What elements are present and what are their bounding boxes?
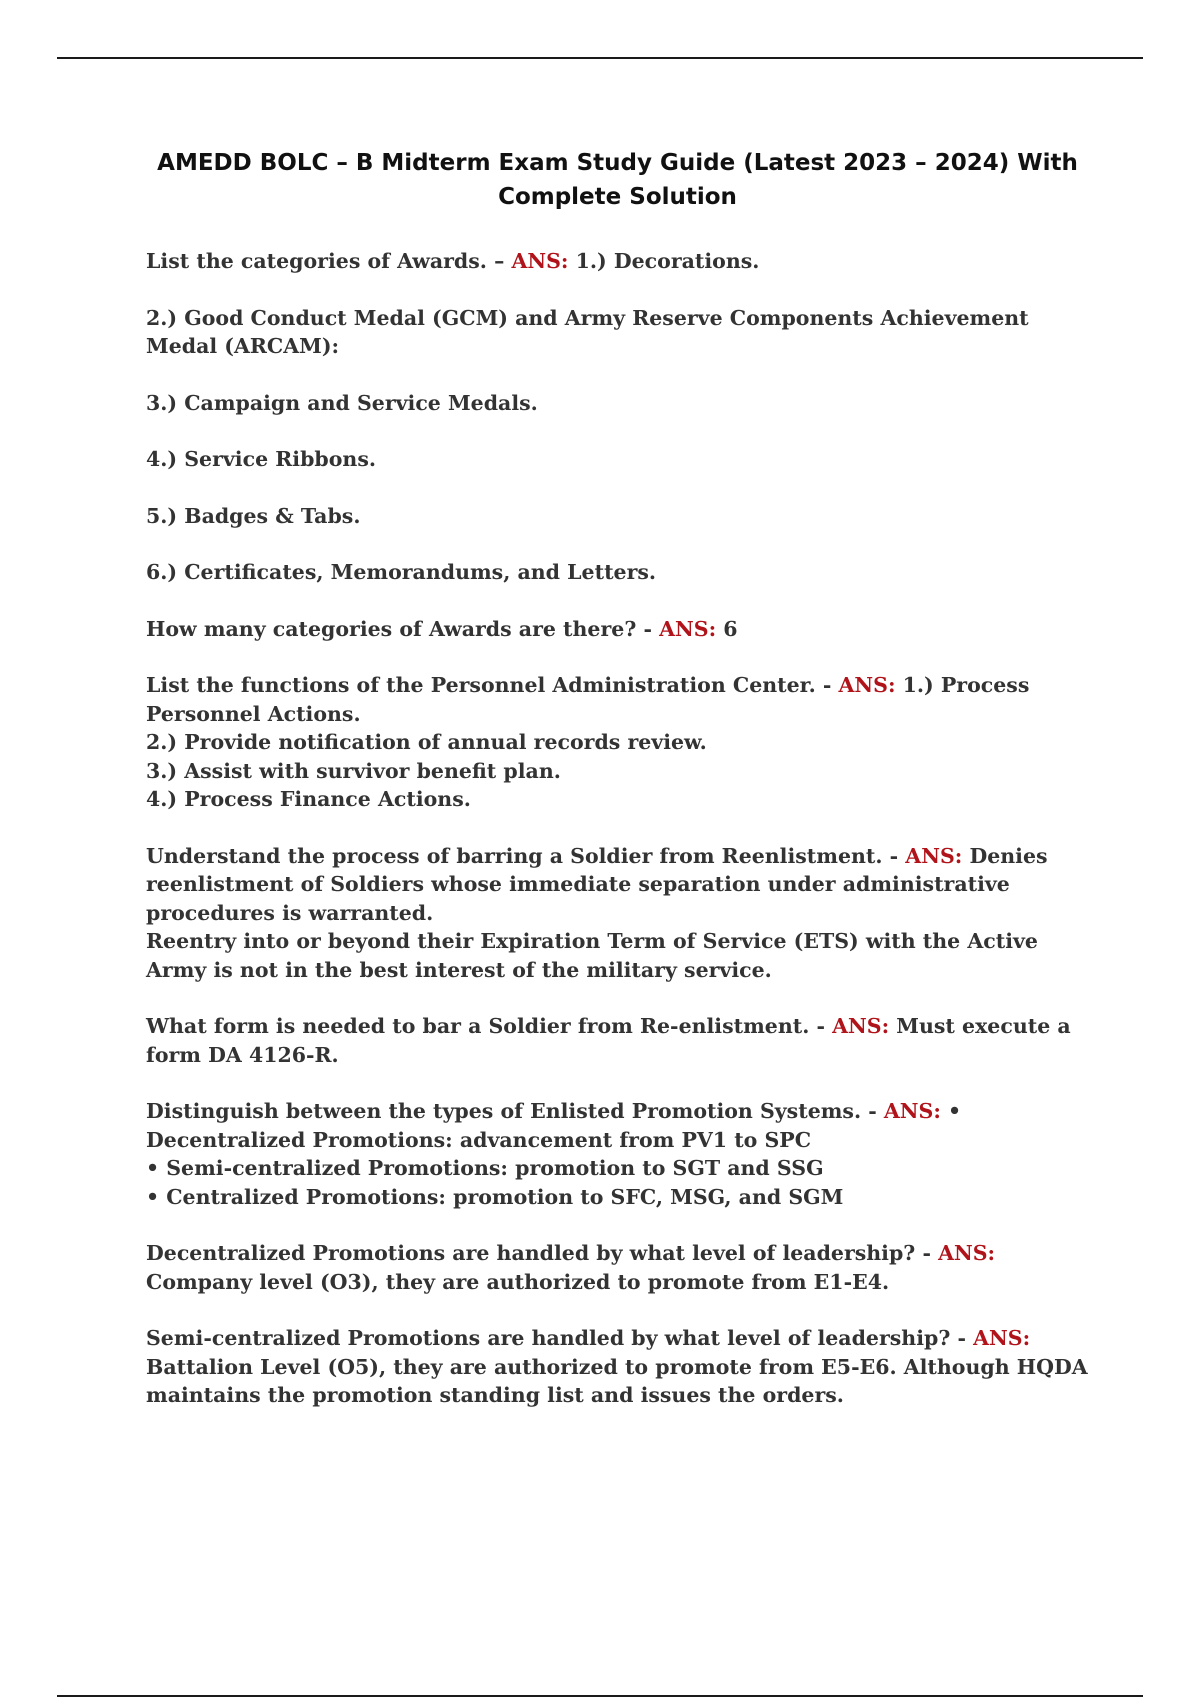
qa-item-promotion-systems (146, 1097, 1096, 1211)
ans-label: ANS: (659, 616, 717, 641)
question-text: List the categories of Awards. – (146, 249, 512, 273)
answer-text: 6 (716, 616, 738, 641)
page-title (140, 146, 1095, 214)
answer-text: • Decentralized Promotions: advancement from PV1 to SPC (146, 1099, 962, 1152)
question-text: How many categories of Awards are there? - (146, 616, 660, 641)
title-line-1: AMEDD BOLC – B Midterm Exam Study Guide (Latest 2023 – 2024) With (157, 150, 1078, 176)
ans-label: ANS: (832, 1014, 890, 1038)
answer-line: • Semi-centralized Promotions: promotion to SGT and SSG (146, 1156, 824, 1180)
qa-item-semicentralized-leadership (146, 1324, 1096, 1410)
title-line-2: Complete Solution (498, 184, 737, 210)
question-text: Distinguish between the types of Enlisted Promotion Systems. - (146, 1099, 884, 1123)
question-text: Semi-centralized Promotions are handled by what level of leadership? - (146, 1326, 974, 1350)
answer-text: Must execute a form DA 4126-R. (146, 1014, 1071, 1067)
ans-label: ANS: (938, 1241, 996, 1265)
ans-label: ANS: (838, 673, 896, 697)
question-text: Decentralized Promotions are handled by what level of leadership? - (146, 1241, 939, 1265)
question-text: Understand the process of barring a Soldier from Reenlistment. - (146, 843, 906, 868)
ans-label: ANS: (905, 843, 963, 868)
answer-line: 4.) Process Finance Actions. (146, 787, 471, 811)
question-text: What form is needed to bar a Soldier from Re-enlistment. - (146, 1014, 833, 1038)
qa-item-awards-count (146, 615, 1096, 644)
answer-text: Battalion Level (O5), they are authorized to promote from E5-E6. Although HQDA maintains the promotion standing list and issues the orders. (146, 1354, 1088, 1407)
answer-line: 3.) Assist with survivor benefit plan. (146, 758, 561, 783)
document-body (146, 247, 1096, 1438)
answer-text: Company level (O3), they are authorized to promote from E1-E4. (146, 1269, 890, 1294)
qa-item-awards-categories (146, 247, 1096, 276)
top-rule (57, 57, 1143, 59)
list-item: 5.) Badges & Tabs. (146, 503, 361, 528)
answer-text: 1.) Decorations. (568, 249, 760, 273)
qa-item-pac-functions (146, 671, 1096, 814)
answer-text: 1.) Process Personnel Actions. (146, 673, 1030, 726)
answer-text: Denies reenlistment of Soldiers whose immediate separation under administrative procedures is warranted. (146, 843, 1048, 925)
list-item: 6.) Certificates, Memorandums, and Letters. (146, 560, 657, 584)
qa-item-decentralized-leadership (146, 1239, 1096, 1296)
ans-label: ANS: (883, 1099, 941, 1123)
bottom-rule (57, 1695, 1143, 1697)
qa-item-bar-form (146, 1012, 1096, 1069)
answer-line: 2.) Provide notification of annual records review. (146, 730, 707, 754)
ans-label: ANS: (511, 249, 569, 273)
question-text: List the functions of the Personnel Administration Center. - (146, 673, 839, 697)
answer-line: Reentry into or beyond their Expiration Term of Service (ETS) with the Active Army is not in the best interest of the military service. (146, 929, 1038, 982)
list-item: 3.) Campaign and Service Medals. (146, 390, 538, 415)
ans-label: ANS: (973, 1326, 1031, 1350)
list-item: 4.) Service Ribbons. (146, 447, 376, 471)
answer-line: • Centralized Promotions: promotion to SFC, MSG, and SGM (146, 1184, 844, 1209)
list-item: 2.) Good Conduct Medal (GCM) and Army Reserve Components Achievement Medal (ARCAM): (146, 305, 1029, 358)
qa-item-bar-process (146, 842, 1096, 985)
